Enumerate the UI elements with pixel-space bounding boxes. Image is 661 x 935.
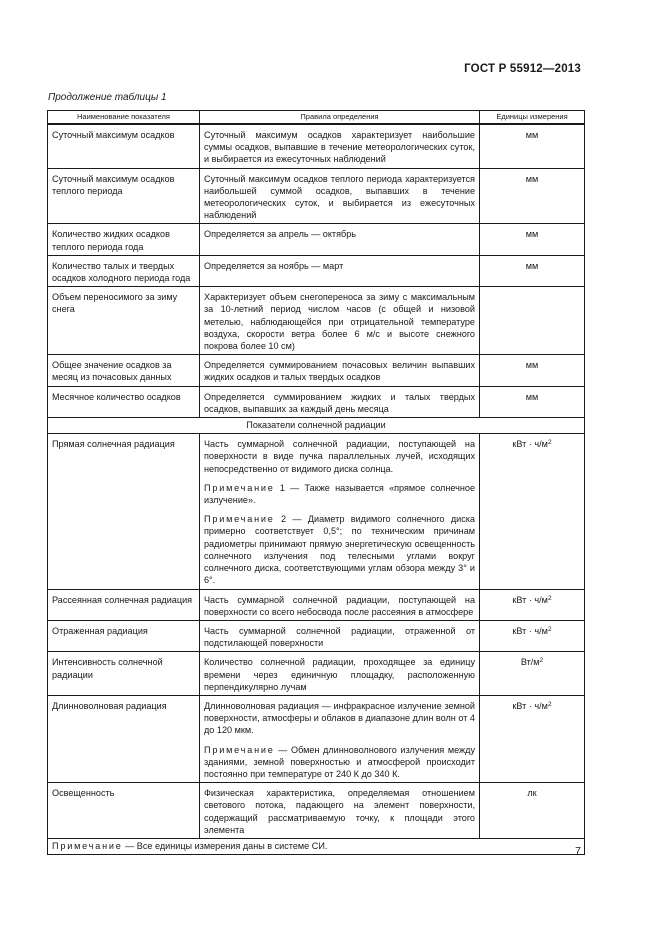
- table-continuation-caption: Продолжение таблицы 1: [48, 92, 167, 103]
- indicator-rule: Часть суммарной солнечной радиации, поступающей на поверхности со всего небосвода после рассеяния в атмосфере: [200, 589, 480, 620]
- indicator-unit: кВт · $ч/м^2$: [480, 695, 585, 782]
- indicators-table: [47, 110, 585, 855]
- indicator-unit: лк: [480, 783, 585, 839]
- indicator-unit: мм: [480, 386, 585, 417]
- indicator-unit: мм: [480, 124, 585, 168]
- table-row: [48, 652, 585, 696]
- indicator-rule: Длинноволновая радиация — инфракрасное излучение земной поверхности, атмосферы и облаков в диапазоне длин волн от 4 до 120 мкм.: [204, 700, 475, 736]
- indicator-name: Отраженная радиация: [48, 620, 200, 651]
- footnote-row: [48, 838, 585, 854]
- indicator-rule-cell: [200, 434, 480, 589]
- indicator-name: Рассеянная солнечная радиация: [48, 589, 200, 620]
- table-row: [48, 124, 585, 168]
- table-row: [48, 695, 585, 782]
- indicator-unit: мм: [480, 255, 585, 286]
- indicator-unit: мм: [480, 355, 585, 386]
- indicator-name: Месячное количество осадков: [48, 386, 200, 417]
- document-code: ГОСТ Р 55912—2013: [464, 63, 581, 75]
- indicator-name: Суточный максимум осадков теплого периода: [48, 168, 200, 224]
- indicator-unit: [480, 287, 585, 355]
- table-row: [48, 589, 585, 620]
- table-header-row: [48, 111, 585, 125]
- table-row: [48, 255, 585, 286]
- indicator-name: Освещенность: [48, 783, 200, 839]
- indicator-rule: Определяется за ноябрь — март: [200, 255, 480, 286]
- note: [204, 482, 475, 506]
- indicator-unit: $Вт/м^2$: [480, 652, 585, 696]
- indicator-name: Прямая солнечная радиация: [48, 434, 200, 589]
- indicator-unit: кВт · $ч/м^2$: [480, 589, 585, 620]
- note-text: 1 — Также называется «прямое солнечное излучение».: [204, 482, 476, 506]
- indicator-rule-cell: [200, 695, 480, 782]
- note-label: Примечание: [204, 482, 275, 493]
- indicator-rule: Количество солнечной радиации, проходящее за единицу времени через единичную площадку, расположенную перпендикулярно лучам: [200, 652, 480, 696]
- table-row: [48, 783, 585, 839]
- table-row: [48, 287, 585, 355]
- indicator-name: Количество жидких осадков теплого периода года: [48, 224, 200, 255]
- table-row: [48, 386, 585, 417]
- indicator-name: Интенсивность солнечной радиации: [48, 652, 200, 696]
- column-header-unit: Единицы измерения: [480, 111, 585, 125]
- indicator-name: Объем переносимого за зиму снега: [48, 287, 200, 355]
- section-row: [48, 418, 585, 434]
- note-text: — Обмен длинноволнового излучения между зданиями, земной поверхностью и атмосферой происходит постоянно при температуре от 240 К до 340 К.: [204, 744, 475, 779]
- column-header-rule: Правила определения: [200, 111, 480, 125]
- indicator-rule: Часть суммарной солнечной радиации, поступающей на поверхности в виде пучка параллельных лучей, исходящих непосредственно от видимого диска солнца.: [204, 439, 475, 474]
- indicator-rule: Определяется суммированием жидких и талых твердых осадков, выпавших за каждый день месяца: [200, 386, 480, 417]
- indicator-name: Количество талых и твердых осадков холодного периода года: [48, 255, 200, 286]
- indicator-name: Длинноволновая радиация: [48, 695, 200, 782]
- indicator-rule: Определяется за апрель — октябрь: [200, 224, 480, 255]
- page-number: 7: [575, 845, 581, 857]
- table-row: [48, 168, 585, 224]
- indicator-unit: кВт · $ч/м^2$: [480, 620, 585, 651]
- indicator-rule: Суточный максимум осадков характеризует наибольшие суммы осадков, выпавшие в течение метеорологических суток, и выбирается из ежесуточных наблюдений: [200, 124, 480, 168]
- note-label: Примечание: [204, 744, 275, 755]
- indicator-rule: Физическая характеристика, определяемая отношением светового потока, падающего на элемент поверхности, содержащий рассматриваемую точку, к площади этого элемента: [200, 783, 480, 839]
- table-row: [48, 224, 585, 255]
- footnote-text: — Все единицы измерения даны в системе СИ.: [125, 840, 328, 851]
- footnote-label: Примечание: [52, 840, 123, 851]
- indicator-rule: Определяется суммированием почасовых величин выпавших жидких осадков и талых твердых осадков: [200, 355, 480, 386]
- note-text: 2 — Диаметр видимого солнечного диска примерно соответствует 0,5°; по техническим причинам радиометры принимают прямую энергетическую освещенность солнечного излучения под телесными углами вокруг солнечного диска, соответствующими углам обзора между 3° и 6°.: [204, 514, 475, 586]
- section-title: Показатели солнечной радиации: [48, 418, 585, 434]
- note-label: Примечание: [204, 514, 275, 525]
- indicator-rule: Характеризует объем снегопереноса за зиму с максимальным за 10-летний период числом часов (с общей и низовой метелью, наблюдающейся при отрицательной температуре воздуха, скорости ветра более 6 м/с и высоте снежного покрова более 10 см): [200, 287, 480, 355]
- column-header-name: Наименование показателя: [48, 111, 200, 125]
- indicator-name: Общее значение осадков за месяц из почасовых данных: [48, 355, 200, 386]
- indicator-unit: мм: [480, 168, 585, 224]
- note: [204, 744, 475, 781]
- indicator-unit: кВт · $ч/м^2$: [480, 434, 585, 589]
- table-row: [48, 434, 585, 589]
- table-footnote: [48, 838, 585, 854]
- indicator-name: Суточный максимум осадков: [48, 124, 200, 168]
- table-row: [48, 355, 585, 386]
- indicator-rule: Суточный максимум осадков теплого периода характеризуется наибольшей суммой осадков, выпавших в течение метеорологических суток, и выбирается из ежесуточных наблюдений: [200, 168, 480, 224]
- indicator-rule: Часть суммарной солнечной радиации, отраженной от подстилающей поверхности: [200, 620, 480, 651]
- table-row: [48, 620, 585, 651]
- note: [204, 513, 475, 586]
- indicator-unit: мм: [480, 224, 585, 255]
